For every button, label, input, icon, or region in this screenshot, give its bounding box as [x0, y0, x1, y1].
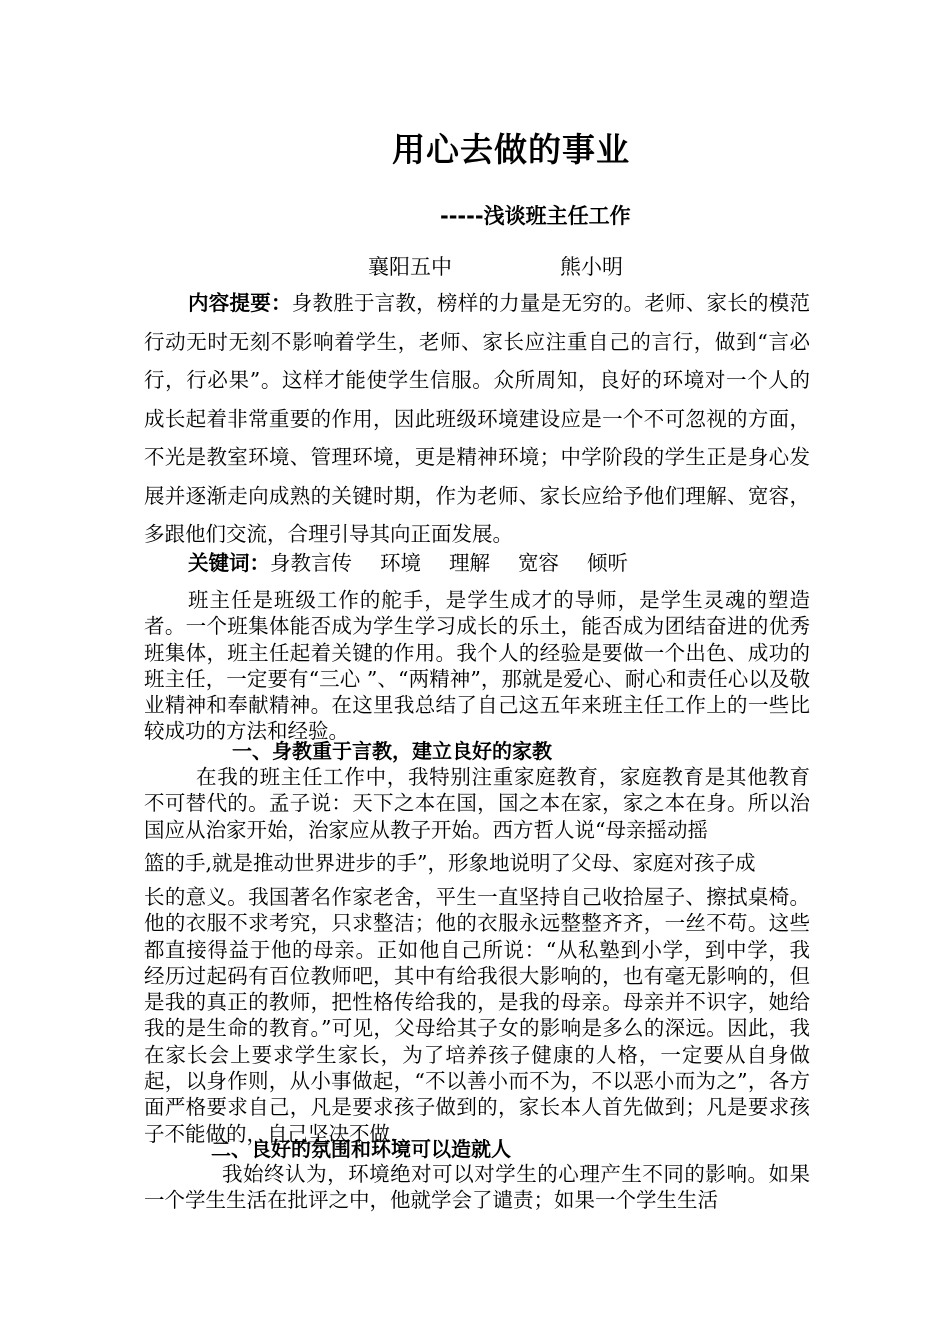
keyword: 倾听 [587, 551, 628, 575]
keywords-line [188, 545, 656, 581]
keywords-label: 关键词： [188, 551, 270, 575]
author-name: 熊小明 [560, 255, 623, 279]
abstract-label: 内容提要： [188, 291, 292, 315]
keyword: 身教言传 [270, 551, 352, 575]
section1-paragraph-part-b: 篮的手,就是推动世界进步的手”，形象地说明了父母、家庭对孩子成 [144, 851, 756, 875]
abstract [144, 284, 810, 554]
section-heading-1: 一、身教重于言教，建立良好的家教 [232, 739, 552, 763]
section2-paragraph: 我始终认为，环境绝对可以对学生的心理产生不同的影响。如果一个学生生活在批评之中，他就学会了谴责；如果一个学生生活 [144, 1162, 810, 1213]
abstract-text: 身教胜于言教，榜样的力量是无穷的。老师、家长的模范行动无时无刻不影响着学生，老师、家长应注重自己的言行，做到“言必行，行必果”。这样才能使学生信服。众所周知，良好的环境对一个人的成长起着非常重要的作用，因此班级环境建设应是一个不可忽视的方面，不光是教室环境、管理环境，更是精神环境；中学阶段的学生正是身心发展并逐渐走向成熟的关键时期，作为老师、家长应给予他们理解、宽容，多跟他们交流，合理引导其向正面发展。 [144, 291, 811, 546]
document-subtitle: -----浅谈班主任工作 [440, 204, 631, 228]
document-title: 用心去做的事业 [392, 130, 630, 169]
section1-paragraph-part-a: 在我的班主任工作中，我特别注重家庭教育，家庭教育是其他教育不可替代的。孟子说：天下之本在国，国之本在家，家之本在身。所以治国应从治家开始，治家应从教子开始。西方哲人说“母亲摇动摇 [144, 765, 810, 842]
school-name: 襄阳五中 [368, 255, 452, 279]
section1-paragraph-part-c: 长的意义。我国著名作家老舍，平生一直坚持自己收拾屋子、擦拭桌椅。他的衣服不求考究，只求整洁；他的衣服永远整整齐齐，一丝不苟。这些都直接得益于他的母亲。正如他自己所说：“从私塾到小学，到中学，我经历过起码有百位教师吧，其中有给我很大影响的，也有毫无影响的，但是我的真正的教师，把性格传给我的，是我的母亲。母亲并不识字，她给我的是生命的教育。”可见，父母给其子女的影响是多么的深远。因此，我在家长会上要求学生家长，为了培养孩子健康的人格，一定要从自身做起，以身作则，从小事做起，“不以善小而不为，不以恶小而为之”，各方面严格要求自己，凡是要求孩子做到的，家长本人首先做到；凡是要求孩子不能做的，自己坚决不做. [144, 885, 810, 1146]
keyword: 宽容 [518, 551, 559, 575]
author-line [368, 252, 623, 282]
keyword: 理解 [449, 551, 490, 575]
section-heading-2: 二、良好的氛围和环境可以造就人 [211, 1137, 511, 1161]
intro-paragraph: 班主任是班级工作的舵手，是学生成才的导师，是学生灵魂的塑造者。一个班集体能否成为学生学习成长的乐土，能否成为团结奋进的优秀班集体，班主任起着关键的作用。我个人的经验是要做一个出色、成功的班主任，一定要有“三心 ”、“两精神”，那就是爱心、耐心和责任心以及敬业精神和奉献精神。在这里我总结了自己这五年来班主任工作上的一些比较成功的方法和经验。 [144, 588, 810, 744]
keyword: 环境 [380, 551, 421, 575]
